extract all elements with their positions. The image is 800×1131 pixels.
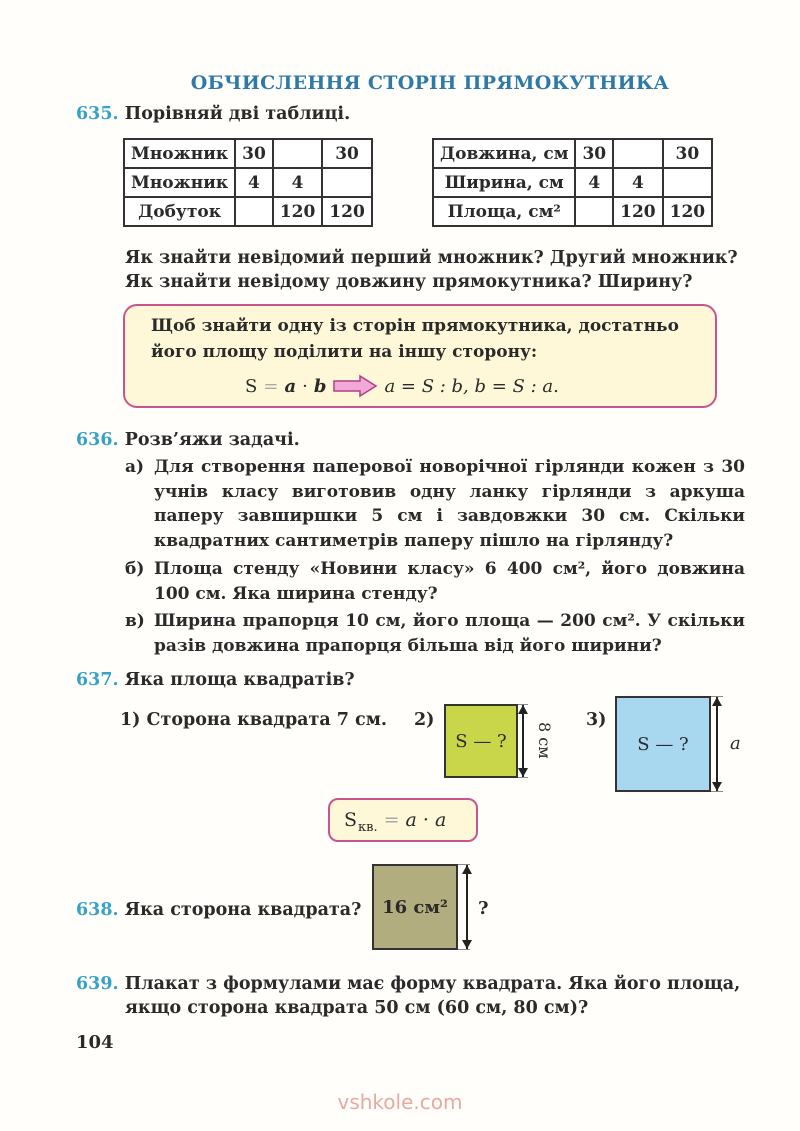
value-cell: 4 <box>613 168 663 197</box>
rule-line: Щоб знайти одну із сторін прямокутника, достатньо <box>151 316 679 336</box>
exercise-635-heading <box>76 102 350 126</box>
formula-b: b <box>313 375 327 397</box>
dimension-tick <box>711 791 723 792</box>
task-label: а) <box>125 457 145 477</box>
value-cell: 4 <box>273 168 323 197</box>
square-label: 16 см² <box>382 896 448 918</box>
exercise-639 <box>76 972 740 1020</box>
task-text: Ширина прапорця 10 см, його площа — 200 см². У скільки разів довжина прапорця більша від його ширини? <box>154 611 745 656</box>
question-line: Як знайти невідому довжину прямокутника? Ширину? <box>125 272 693 292</box>
watermark-text: vshkole.com <box>337 1090 463 1114</box>
exercise-638-heading <box>76 898 361 922</box>
row-label-cell: Довжина, см <box>433 139 575 168</box>
arrow-right-icon <box>332 374 378 398</box>
exercise-635-questions <box>125 246 738 294</box>
double-arrow-icon <box>466 865 468 949</box>
square-area-formula <box>328 798 478 842</box>
value-cell: 30 <box>663 139 713 168</box>
square-khaki <box>372 864 458 950</box>
page-number: 104 <box>76 1032 114 1053</box>
side-variable: a <box>730 733 741 754</box>
exercise-text: якщо сторона квадрата 50 см (60 см, 80 см)? <box>125 998 589 1018</box>
value-cell <box>613 139 663 168</box>
value-cell <box>322 168 372 197</box>
double-arrow-icon <box>522 705 524 777</box>
task-item-a <box>125 455 745 553</box>
table-row <box>124 168 372 197</box>
dimension-tick <box>458 949 470 950</box>
rectangle-table <box>432 138 713 227</box>
square-label: S — ? <box>455 730 507 752</box>
table-row <box>433 197 712 226</box>
task-label: в) <box>125 611 145 631</box>
part-1-text: 1) Сторона квадрата 7 см. <box>120 710 388 730</box>
row-label-cell: Добуток <box>124 197 235 226</box>
side-unknown: ? <box>478 898 489 919</box>
exercise-text: Розв’яжи задачі. <box>124 430 300 450</box>
row-label-cell: Ширина, см <box>433 168 575 197</box>
formula-a: a <box>284 375 297 397</box>
task-text: Площа стенду «Новини класу» 6 400 см², його довжина 100 см. Яка ширина стенду? <box>154 559 745 604</box>
task-item-c <box>125 609 745 658</box>
double-arrow-icon <box>716 697 718 791</box>
value-cell: 120 <box>613 197 663 226</box>
question-line: Як знайти невідомий перший множник? Другий множник? <box>125 248 738 268</box>
part-3-label: 3) <box>586 710 607 730</box>
table-row <box>124 139 372 168</box>
rule-line: його площу поділити на іншу сторону: <box>151 342 538 362</box>
value-cell <box>575 197 613 226</box>
formula-S: S <box>344 809 358 831</box>
value-cell: 30 <box>322 139 372 168</box>
exercise-number: 638. <box>76 900 119 920</box>
task-item-b <box>125 557 745 606</box>
exercise-text: Плакат з формулами має форму квадрата. Яка його площа, <box>124 974 741 994</box>
table-row <box>124 197 372 226</box>
value-cell: 4 <box>575 168 613 197</box>
formula-rhs: a · a <box>405 809 447 831</box>
value-cell: 4 <box>235 168 273 197</box>
table-row <box>433 139 712 168</box>
side-length-label: 8 см <box>535 722 554 759</box>
exercise-number: 635. <box>76 104 119 124</box>
value-cell <box>235 197 273 226</box>
exercise-text: Яка площа квадратів? <box>124 670 355 690</box>
task-label: б) <box>125 559 145 579</box>
formula-derived: a = S : b, b = S : a. <box>384 375 559 397</box>
exercise-number: 639. <box>76 974 119 994</box>
task-text: Для створення паперової новорічної гірлянди кожен з 30 учнів класу виготовив одну ланку гірлянди з аркуша паперу завширшки 5 см і завдовжки 30 см. Скільки квадратних сантиметрів паперу пішло на гірлянду? <box>154 457 745 551</box>
value-cell: 30 <box>575 139 613 168</box>
value-cell: 120 <box>273 197 323 226</box>
exercise-637-heading <box>76 668 355 692</box>
square-blue <box>615 696 711 792</box>
multiplication-table <box>123 138 373 227</box>
dimension-tick <box>518 777 528 778</box>
table-row <box>433 168 712 197</box>
rule-formula <box>245 374 559 398</box>
formula-S: S <box>245 375 258 397</box>
formula-equals: = <box>383 809 400 831</box>
value-cell: 120 <box>322 197 372 226</box>
formula-dot: · <box>302 375 308 397</box>
exercise-number: 636. <box>76 430 119 450</box>
value-cell <box>663 168 713 197</box>
row-label-cell: Множник <box>124 139 235 168</box>
part-2-label: 2) <box>414 710 435 730</box>
row-label-cell: Площа, см² <box>433 197 575 226</box>
value-cell: 120 <box>663 197 713 226</box>
formula-equals: = <box>263 375 279 397</box>
section-title: ОБЧИСЛЕННЯ СТОРІН ПРЯМОКУТНИКА <box>190 72 670 94</box>
value-cell: 30 <box>235 139 273 168</box>
square-label: S — ? <box>637 733 689 755</box>
value-cell <box>273 139 323 168</box>
exercise-number: 637. <box>76 670 119 690</box>
rule-box <box>123 304 717 408</box>
square-green <box>444 704 518 778</box>
formula-subscript: кв. <box>358 819 378 835</box>
exercise-text: Порівняй дві таблиці. <box>124 104 351 124</box>
row-label-cell: Множник <box>124 168 235 197</box>
exercise-text: Яка сторона квадрата? <box>124 900 362 920</box>
exercise-636-heading <box>76 428 300 452</box>
